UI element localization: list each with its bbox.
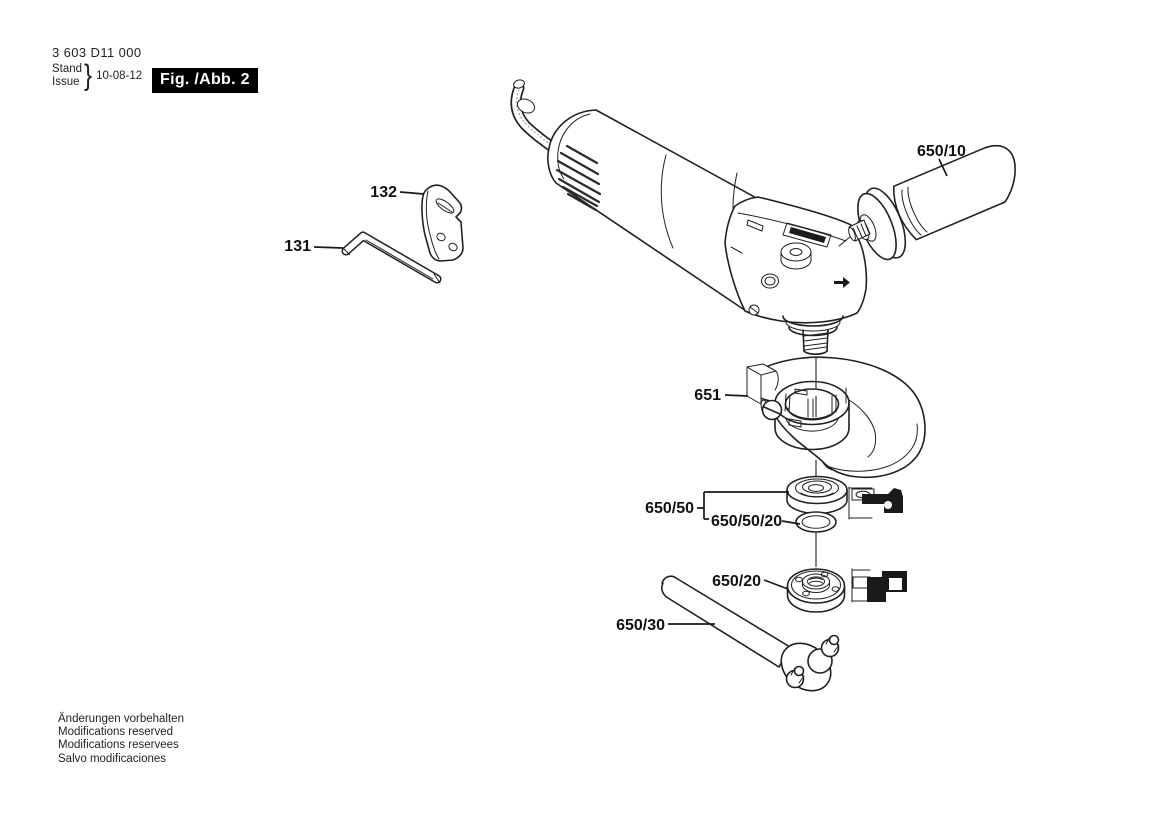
footer-line-fr: Modifications reservees [58, 739, 179, 752]
issue-label: Issue [52, 76, 80, 88]
document-part-number: 3 603 D11 000 [52, 45, 142, 60]
part-label-650-20: 650/20 [712, 573, 761, 590]
flange-section-icon [849, 487, 903, 519]
part-label-651: 651 [694, 387, 721, 404]
part-label-650-30: 650/30 [616, 617, 665, 634]
issue-date: 10-08-12 [96, 70, 143, 82]
key-bracket [422, 185, 463, 261]
footer-line-en: Modifications reserved [58, 726, 174, 739]
footer-line-de: Änderungen vorbehalten [58, 713, 184, 725]
o-ring [796, 512, 836, 532]
figure-number-box: Fig. /Abb. 2 [152, 68, 258, 93]
part-label-650-50-20: 650/50/20 [711, 513, 783, 530]
guard-clamp-screw [760, 399, 782, 419]
backing-flange [787, 477, 847, 514]
stand-label: Stand [52, 63, 83, 75]
nut-section-icon [852, 569, 907, 602]
hex-key [343, 236, 441, 283]
footer-line-es: Salvo modificaciones [58, 752, 167, 765]
clamping-nut [788, 569, 845, 612]
footer-notices [58, 713, 184, 766]
brace-glyph: } [84, 59, 93, 92]
part-label-650-10: 650/10 [917, 143, 966, 160]
wheel-guard [747, 357, 925, 477]
gear-head [725, 197, 866, 323]
part-label-131: 131 [284, 238, 311, 255]
part-label-132: 132 [370, 184, 397, 201]
part-label-650-50: 650/50 [645, 500, 694, 517]
aux-handle [839, 146, 1015, 265]
